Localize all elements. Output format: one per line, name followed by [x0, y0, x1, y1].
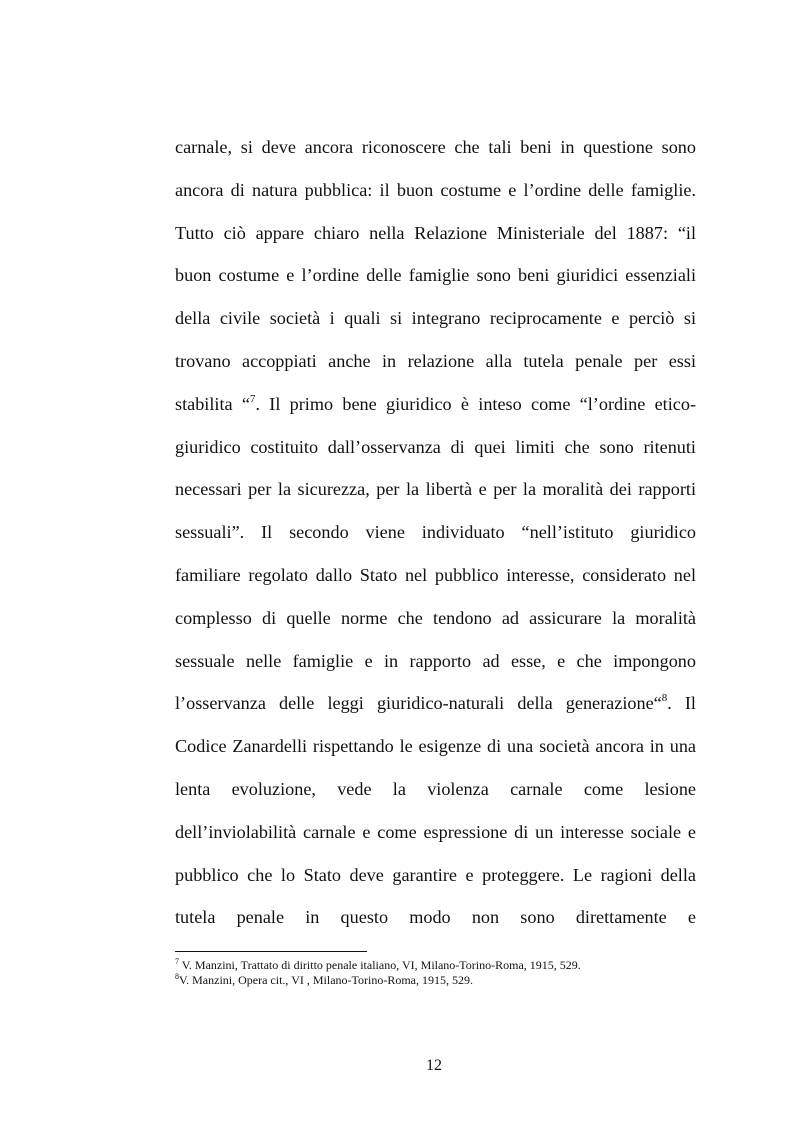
text-line: Tutto ciò appare chiaro nella Relazione Ministeriale del 1887: “il — [175, 222, 696, 243]
text-line: della civile società i quali si integrano reciprocamente e perciò si — [175, 308, 696, 329]
text-line-with-footnote-ref — [175, 383, 696, 426]
text-line: pubblico che lo Stato deve garantire e proteggere. Le ragioni della — [175, 864, 696, 885]
footnote-number: 7 — [175, 957, 179, 967]
footnote-8 — [175, 973, 735, 988]
footnote-ref-8[interactable]: 8 — [661, 692, 668, 705]
text-line: sessuale nelle famiglie e in rapporto ad esse, e che impongono — [175, 650, 696, 671]
text-line: necessari per la sicurezza, per la libertà e per la moralità dei rapporti — [175, 479, 696, 500]
text-segment: . Il — [667, 693, 696, 714]
text-line: complesso di quelle norme che tendono ad assicurare la moralità — [175, 607, 696, 628]
footnotes — [175, 958, 735, 988]
text-segment: stabilita “ — [175, 393, 250, 414]
text-line: dell’inviolabilità carnale e come espressione di un interesse sociale e — [175, 821, 696, 842]
text-line: giuridico costituito dall’osservanza di quei limiti che sono ritenuti — [175, 436, 696, 457]
text-line: buon costume e l’ordine delle famiglie sono beni giuridici essenziali — [175, 265, 696, 286]
text-line: sessuali”. Il secondo viene individuato “nell’istituto giuridico — [175, 522, 696, 543]
text-line: lenta evoluzione, vede la violenza carnale come lesione — [175, 778, 696, 799]
footnote-text: V. Manzini, Trattato di diritto penale italiano, VI, Milano-Torino-Roma, 1915, 529. — [179, 958, 581, 972]
text-segment: l’osservanza delle leggi giuridico-naturali della generazione“ — [175, 693, 662, 714]
text-line: Codice Zanardelli rispettando le esigenze di una società ancora in una — [175, 736, 696, 757]
text-line: tutela penale in questo modo non sono direttamente e — [175, 907, 696, 928]
footnote-text: V. Manzini, Opera cit., VI , Milano-Torino-Roma, 1915, 529. — [179, 973, 474, 987]
text-line: ancora di natura pubblica: il buon costume e l’ordine delle famiglie. — [175, 179, 696, 200]
footnote-number: 8 — [175, 972, 179, 982]
footnote-divider — [175, 951, 367, 952]
text-line: trovano accoppiati anche in relazione alla tutela penale per essi — [175, 350, 696, 371]
text-line: carnale, si deve ancora riconoscere che tali beni in questione sono — [175, 137, 696, 157]
text-line: familiare regolato dallo Stato nel pubblico interesse, considerato nel — [175, 564, 696, 585]
text-segment: . Il primo bene giuridico è inteso come “l’ordine etico- — [255, 393, 696, 414]
text-line-with-footnote-ref — [175, 682, 696, 725]
body-text — [175, 126, 696, 939]
footnote-ref-7[interactable]: 7 — [249, 392, 256, 405]
page-number: 12 — [426, 1057, 442, 1074]
footnote-7 — [175, 958, 735, 973]
